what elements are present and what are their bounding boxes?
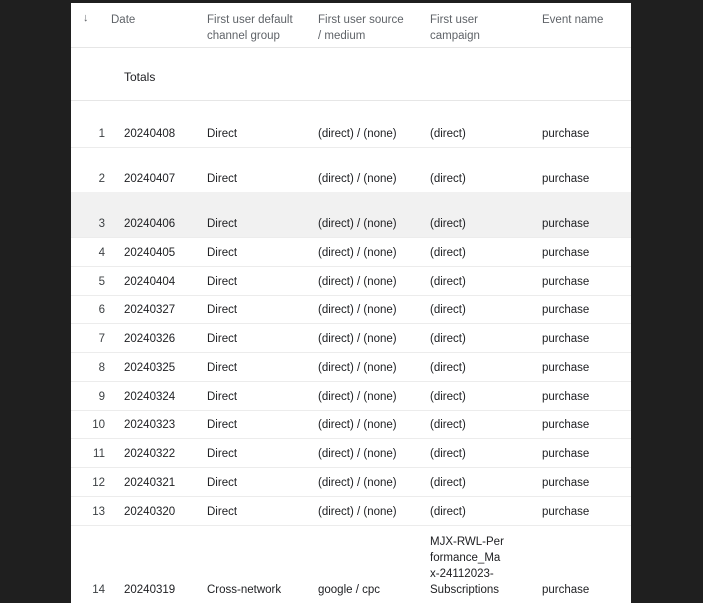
source-medium-cell: (direct) / (none)	[318, 419, 397, 431]
row-index: 7	[98, 333, 105, 345]
channel-group-cell: Direct	[207, 419, 238, 431]
event-name-cell: purchase	[542, 276, 590, 288]
source-medium-cell: (direct) / (none)	[318, 218, 397, 230]
campaign-cell: (direct)	[430, 506, 466, 518]
event-name-cell: purchase	[542, 448, 590, 460]
date-cell: 20240406	[124, 218, 176, 230]
event-name-cell: purchase	[542, 391, 590, 403]
source-medium-cell: (direct) / (none)	[318, 173, 397, 185]
event-name-cell: purchase	[542, 173, 590, 185]
event-name-cell: purchase	[542, 218, 590, 230]
row-index: 11	[93, 448, 105, 460]
source-medium-cell: (direct) / (none)	[318, 391, 397, 403]
row-index: 14	[92, 584, 105, 596]
campaign-cell: (direct)	[430, 419, 466, 431]
date-cell: 20240319	[124, 584, 176, 596]
date-cell: 20240320	[124, 506, 176, 518]
table-row[interactable]	[71, 438, 631, 468]
source-medium-cell: google / cpc	[318, 584, 381, 596]
campaign-cell: (direct)	[430, 218, 466, 230]
source-medium-cell: (direct) / (none)	[318, 448, 397, 460]
row-index: 6	[98, 304, 105, 316]
event-name-cell: purchase	[542, 506, 590, 518]
campaign-cell: (direct)	[430, 391, 466, 403]
date-cell: 20240322	[124, 448, 176, 460]
row-index: 13	[92, 506, 105, 518]
event-name-cell: purchase	[542, 333, 590, 345]
event-name-cell: purchase	[542, 419, 590, 431]
channel-group-cell: Direct	[207, 218, 238, 230]
event-name-cell: purchase	[542, 304, 590, 316]
source-medium-cell: (direct) / (none)	[318, 128, 397, 140]
event-name-cell: purchase	[542, 477, 590, 489]
source-medium-cell: (direct) / (none)	[318, 304, 397, 316]
campaign-cell: (direct)	[430, 304, 466, 316]
row-index: 3	[98, 218, 105, 230]
date-cell: 20240325	[124, 362, 176, 374]
row-index: 4	[98, 247, 105, 259]
table-row[interactable]	[71, 295, 631, 324]
source-medium-cell: (direct) / (none)	[318, 276, 397, 288]
event-name-cell: purchase	[542, 247, 590, 259]
totals-row	[71, 48, 631, 101]
date-cell: 20240404	[124, 276, 176, 288]
event-name-cell: purchase	[542, 128, 590, 140]
date-cell: 20240326	[124, 333, 176, 345]
sort-descending-icon[interactable]: ↓	[83, 12, 89, 24]
source-medium-cell: (direct) / (none)	[318, 333, 397, 345]
source-medium-cell: (direct) / (none)	[318, 477, 397, 489]
date-cell: 20240327	[124, 304, 176, 316]
channel-group-cell: Direct	[207, 362, 238, 374]
date-cell: 20240323	[124, 419, 176, 431]
table-row[interactable]	[71, 147, 631, 193]
channel-group-cell: Direct	[207, 506, 238, 518]
table-row[interactable]	[71, 266, 631, 296]
channel-group-cell: Direct	[207, 391, 238, 403]
table-row[interactable]	[71, 102, 631, 148]
source-medium-cell: (direct) / (none)	[318, 247, 397, 259]
channel-group-cell: Direct	[207, 304, 238, 316]
date-cell: 20240407	[124, 173, 176, 185]
campaign-cell: (direct)	[430, 333, 466, 345]
table-row[interactable]	[71, 525, 631, 603]
column-header-campaign[interactable]: First user campaign	[430, 14, 480, 42]
campaign-cell: MJX-RWL-Per formance_Ma x-24112023- Subscriptions	[430, 536, 504, 596]
channel-group-cell: Direct	[207, 448, 238, 460]
table-row[interactable]	[71, 381, 631, 411]
campaign-cell: (direct)	[430, 448, 466, 460]
date-cell: 20240324	[124, 391, 176, 403]
column-header-date[interactable]: Date	[111, 14, 136, 26]
campaign-cell: (direct)	[430, 173, 466, 185]
totals-label: Totals	[124, 70, 156, 84]
channel-group-cell: Direct	[207, 276, 238, 288]
table-row[interactable]	[71, 496, 631, 526]
column-header-channel-group[interactable]: First user default channel group	[207, 14, 293, 42]
table-row[interactable]	[71, 237, 631, 267]
column-header-event-name[interactable]: Event name	[542, 14, 604, 26]
event-name-cell: purchase	[542, 584, 590, 596]
date-cell: 20240321	[124, 477, 176, 489]
channel-group-cell: Direct	[207, 333, 238, 345]
channel-group-cell: Cross-network	[207, 584, 282, 596]
row-index: 9	[98, 391, 105, 403]
row-index: 5	[98, 276, 105, 288]
table-row[interactable]	[71, 410, 631, 439]
campaign-cell: (direct)	[430, 276, 466, 288]
row-index: 10	[92, 419, 105, 431]
channel-group-cell: Direct	[207, 247, 238, 259]
channel-group-cell: Direct	[207, 128, 238, 140]
source-medium-cell: (direct) / (none)	[318, 362, 397, 374]
column-header-source-medium[interactable]: First user source / medium	[318, 14, 404, 42]
table-row[interactable]	[71, 192, 631, 238]
campaign-cell: (direct)	[430, 362, 466, 374]
table-row[interactable]	[71, 352, 631, 382]
source-medium-cell: (direct) / (none)	[318, 506, 397, 518]
table-row[interactable]	[71, 467, 631, 497]
campaign-cell: (direct)	[430, 477, 466, 489]
row-index: 2	[98, 173, 105, 185]
row-index: 8	[98, 362, 105, 374]
report-table	[71, 3, 631, 603]
channel-group-cell: Direct	[207, 477, 238, 489]
row-index: 12	[92, 477, 105, 489]
campaign-cell: (direct)	[430, 247, 466, 259]
row-index: 1	[98, 128, 105, 140]
date-cell: 20240405	[124, 247, 176, 259]
channel-group-cell: Direct	[207, 173, 238, 185]
event-name-cell: purchase	[542, 362, 590, 374]
campaign-cell: (direct)	[430, 128, 466, 140]
table-header	[71, 3, 631, 48]
table-row[interactable]	[71, 323, 631, 353]
date-cell: 20240408	[124, 128, 176, 140]
